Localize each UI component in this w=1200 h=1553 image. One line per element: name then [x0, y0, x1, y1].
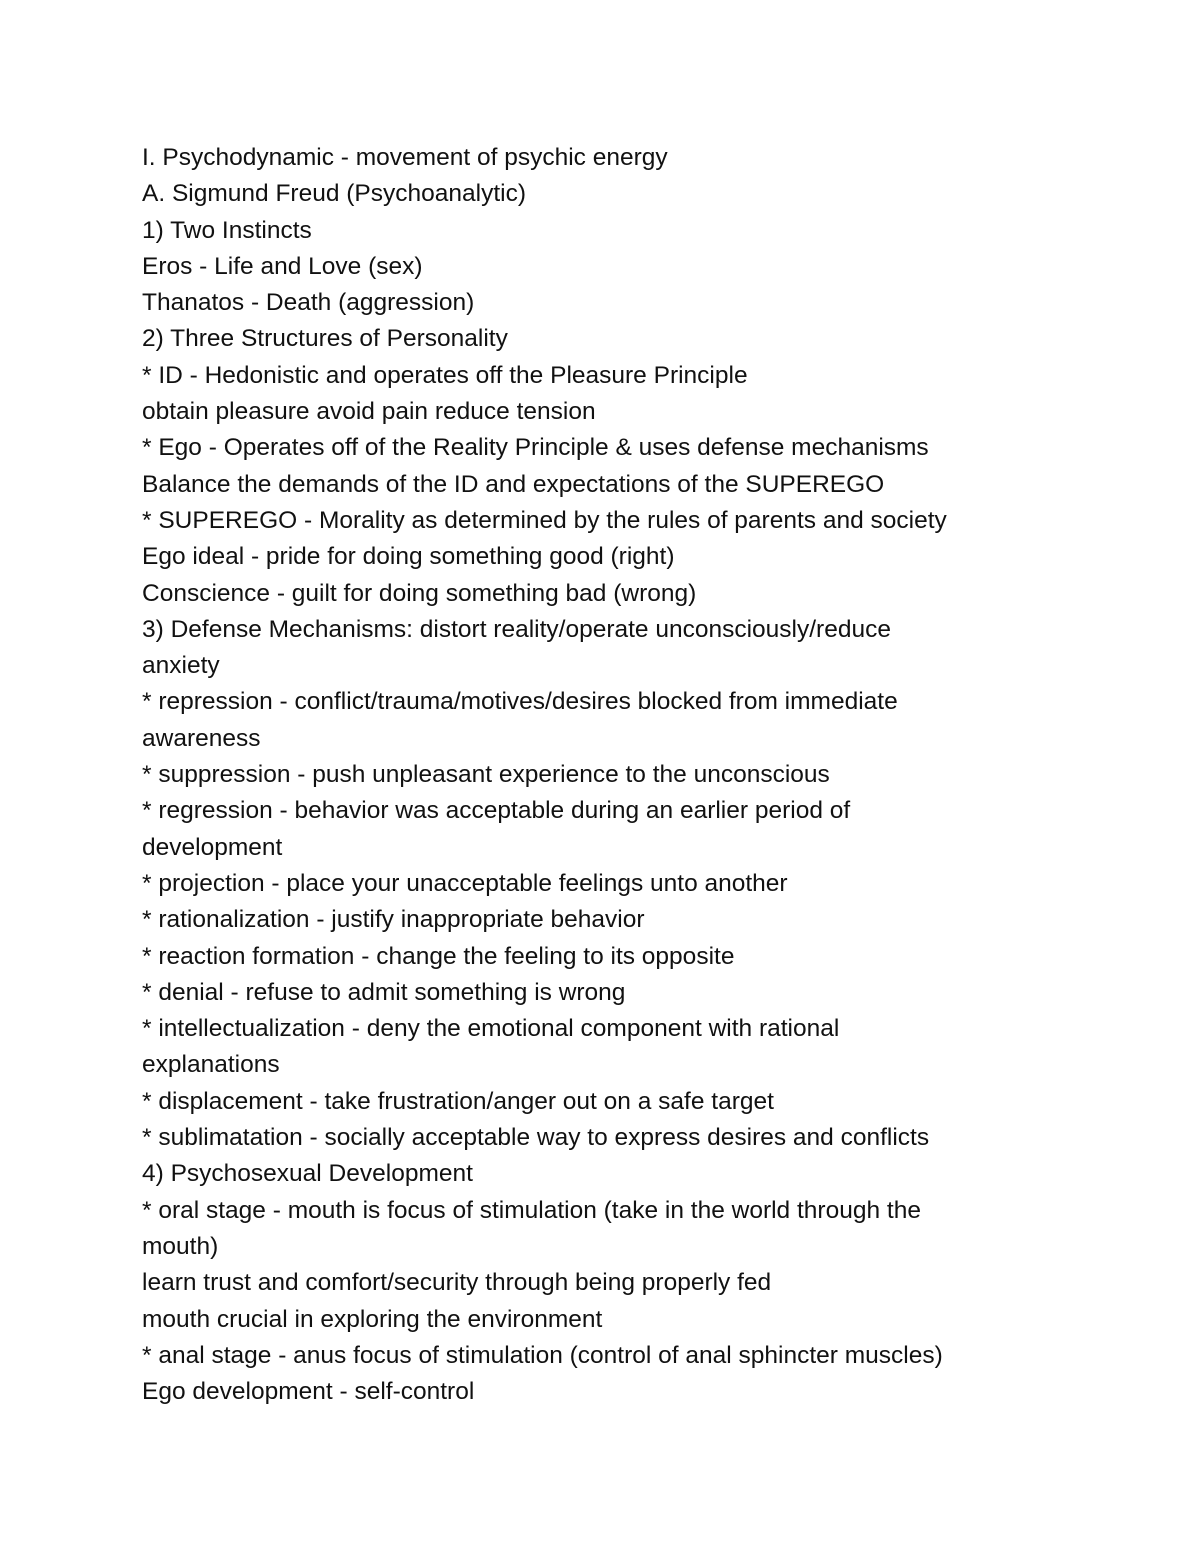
- text-line: Balance the demands of the ID and expectations of the SUPEREGO: [142, 470, 885, 498]
- bullet-item: * displacement - take frustration/anger out on a safe target: [142, 1087, 774, 1115]
- bullet-item: * anal stage - anus focus of stimulation (control of anal sphincter muscles): [142, 1341, 943, 1369]
- document-body: [142, 140, 1062, 1410]
- bullet-item: * ID - Hedonistic and operates off the Pleasure Principle: [142, 361, 748, 389]
- text-line: explanations: [142, 1051, 280, 1079]
- text-line: anxiety: [142, 652, 220, 680]
- bullet-item: * reaction formation - change the feeling to its opposite: [142, 942, 735, 970]
- text-line: obtain pleasure avoid pain reduce tension: [142, 398, 596, 426]
- bullet-item: * suppression - push unpleasant experience to the unconscious: [142, 761, 830, 789]
- text-line: development: [142, 833, 283, 861]
- section-three-structures: 2) Three Structures of Personality: [142, 325, 508, 353]
- bullet-item: * rationalization - justify inappropriate behavior: [142, 906, 645, 934]
- text-line: Ego ideal - pride for doing something good (right): [142, 543, 675, 571]
- subheading-freud: A. Sigmund Freud (Psychoanalytic): [142, 180, 526, 208]
- text-line: learn trust and comfort/security through being properly fed: [142, 1269, 772, 1297]
- text-line: Thanatos - Death (aggression): [142, 289, 475, 317]
- text-line: mouth): [142, 1232, 219, 1260]
- bullet-item: * projection - place your unacceptable feelings unto another: [142, 869, 788, 897]
- section-two-instincts: 1) Two Instincts: [142, 216, 312, 244]
- heading-psychodynamic: I. Psychodynamic - movement of psychic energy: [142, 144, 668, 171]
- bullet-item: * repression - conflict/trauma/motives/desires blocked from immediate: [142, 688, 898, 716]
- bullet-item: * sublimatation - socially acceptable way to express desires and conflicts: [142, 1124, 930, 1152]
- bullet-item: * oral stage - mouth is focus of stimulation (take in the world through the: [142, 1196, 921, 1224]
- text-line: mouth crucial in exploring the environment: [142, 1305, 603, 1333]
- text-line: awareness: [142, 724, 261, 752]
- text-line: Eros - Life and Love (sex): [142, 252, 423, 280]
- section-psychosexual-development: 4) Psychosexual Development: [142, 1160, 473, 1188]
- bullet-item: * SUPEREGO - Morality as determined by the rules of parents and society: [142, 506, 947, 534]
- text-line: Ego development - self-control: [142, 1378, 475, 1406]
- bullet-item: * intellectualization - deny the emotional component with rational: [142, 1015, 840, 1043]
- text-line: Conscience - guilt for doing something bad (wrong): [142, 579, 697, 607]
- bullet-item: * denial - refuse to admit something is wrong: [142, 978, 626, 1006]
- section-defense-mechanisms: 3) Defense Mechanisms: distort reality/operate unconsciously/reduce: [142, 615, 891, 643]
- bullet-item: * regression - behavior was acceptable during an earlier period of: [142, 797, 851, 825]
- bullet-item: * Ego - Operates off of the Reality Principle & uses defense mechanisms: [142, 434, 929, 462]
